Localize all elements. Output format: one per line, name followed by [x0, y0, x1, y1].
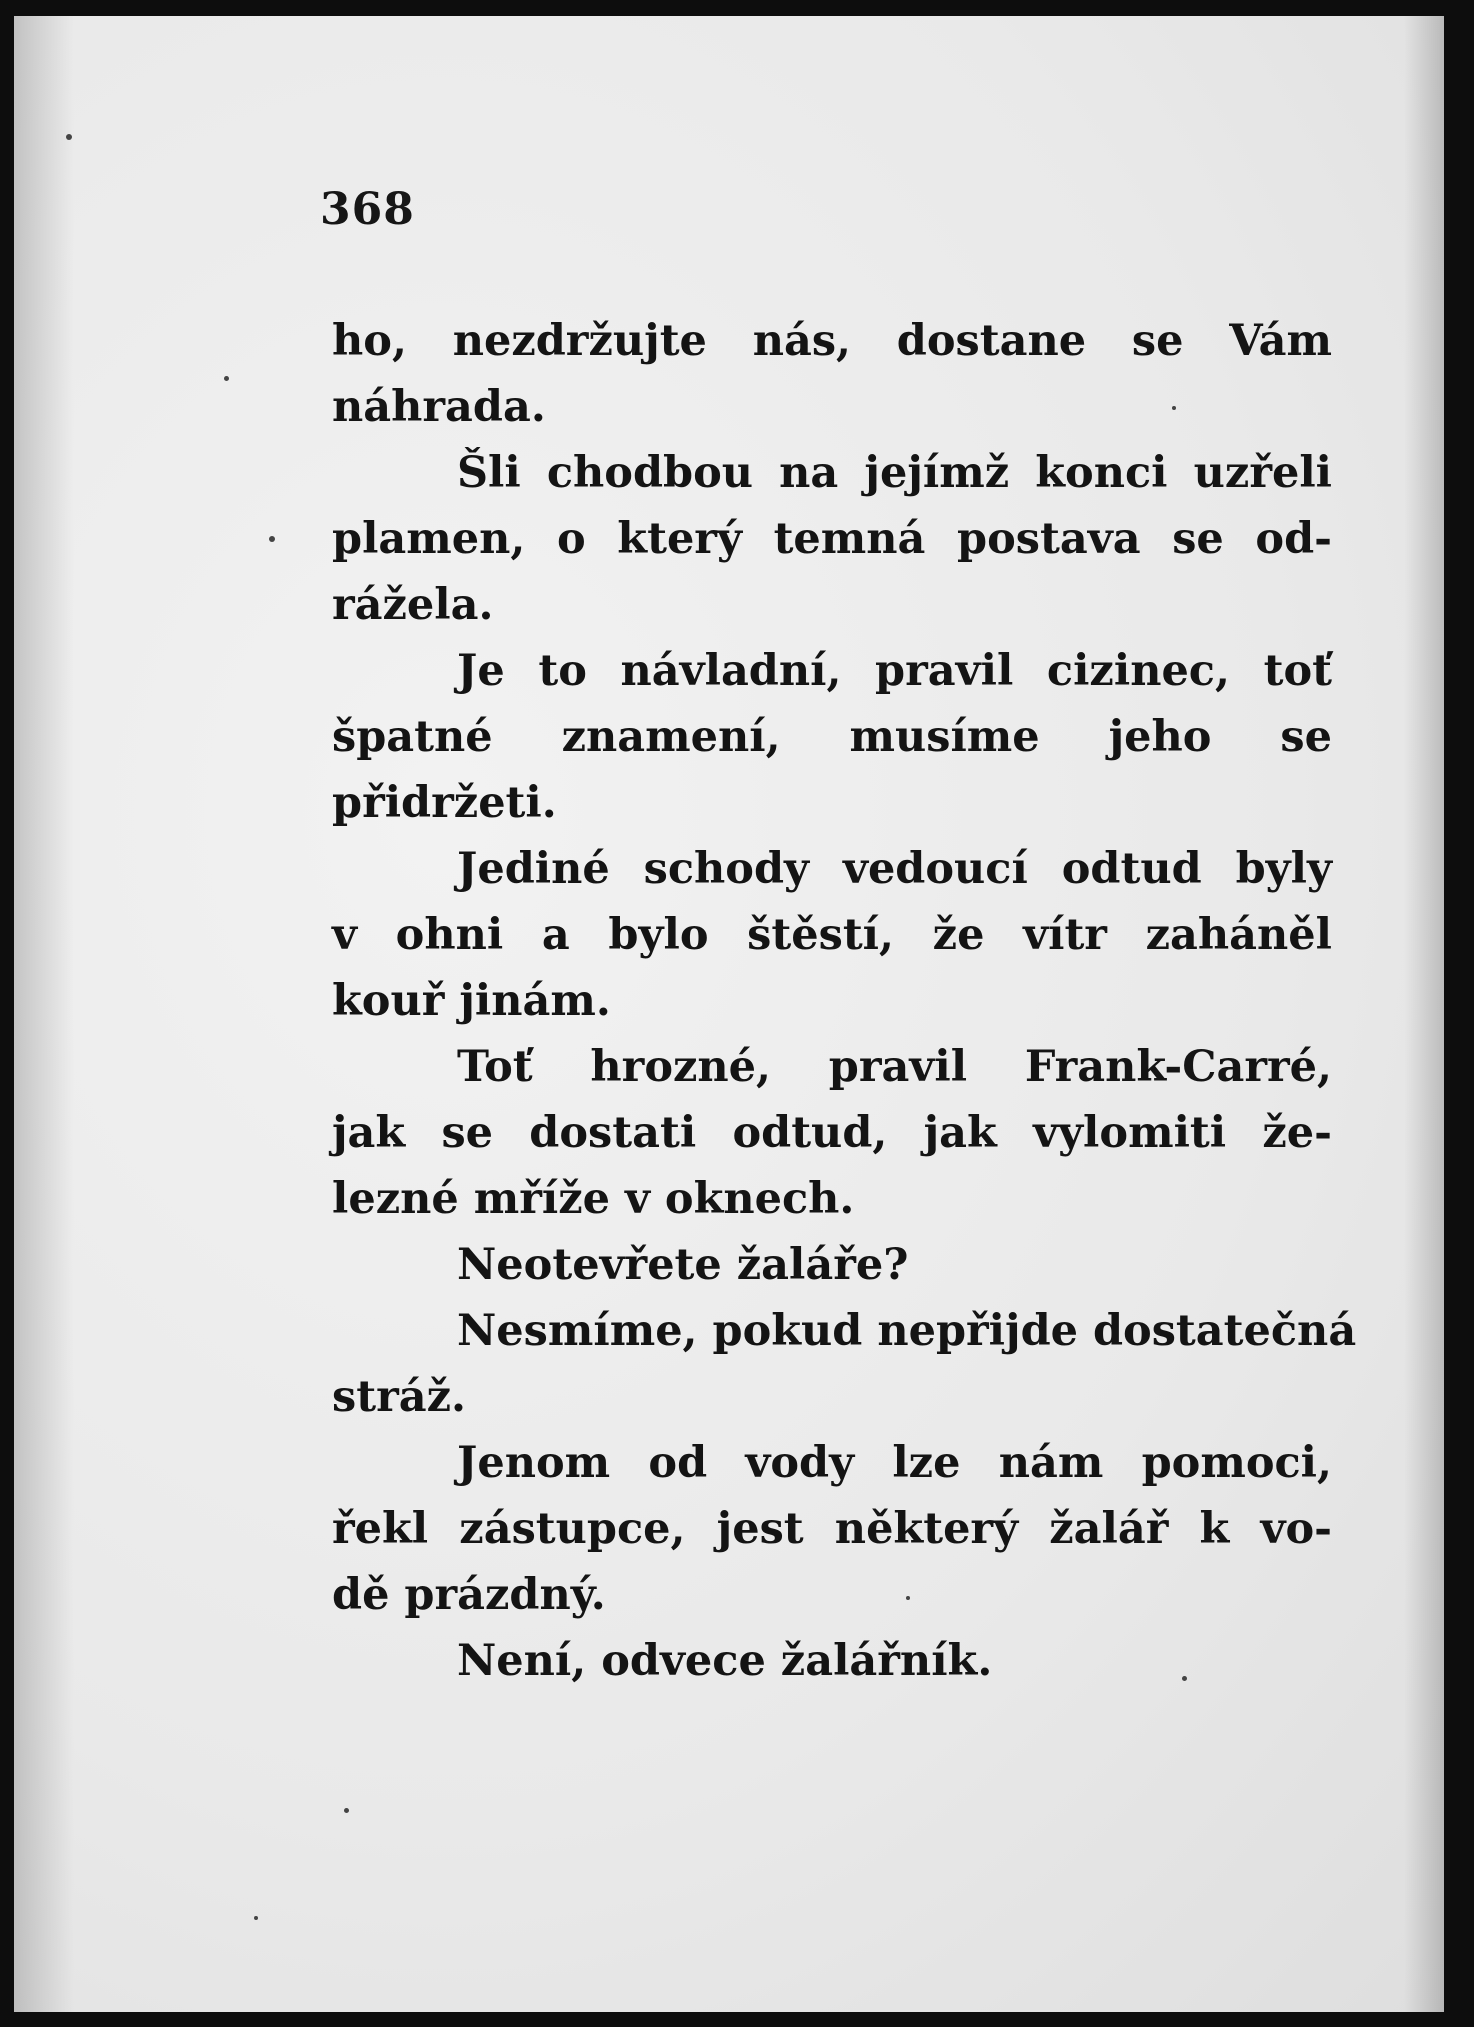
page-number: 368: [320, 184, 415, 235]
paragraph: [332, 440, 1332, 638]
text-line: dě prázdný.: [332, 1570, 606, 1620]
text-line: přidržeti.: [332, 778, 557, 828]
text-line: jak se dostati odtud, jak vylomiti že-: [332, 1108, 1332, 1158]
paper-speck: [906, 1596, 910, 1600]
paragraph: [332, 836, 1332, 1034]
book-page: [14, 16, 1444, 2012]
text-line: špatné znamení, musíme jeho se: [332, 712, 1332, 762]
text-line: náhrada.: [332, 382, 546, 432]
text-line: Není, odvece žalářník.: [457, 1636, 993, 1686]
paragraph: [332, 1628, 1332, 1694]
paper-speck: [66, 134, 72, 140]
text-line: řekl zástupce, jest některý žalář k vo-: [332, 1504, 1332, 1554]
paragraph: [332, 1232, 1332, 1298]
text-line: lezné mříže v oknech.: [332, 1174, 855, 1224]
text-line: Šli chodbou na jejímž konci uzřeli: [457, 448, 1332, 498]
text-line: stráž.: [332, 1372, 466, 1422]
text-line: Je to návladní, pravil cizinec, toť: [457, 646, 1332, 696]
text-line: ho, nezdržujte nás, dostane se Vám: [332, 316, 1332, 366]
paper-speck: [269, 536, 275, 542]
paper-speck: [1182, 1676, 1187, 1681]
paragraph: [332, 308, 1332, 440]
text-line: Nesmíme, pokud nepřijde dostatečná: [457, 1306, 1357, 1356]
paragraph: [332, 1298, 1357, 1430]
text-line: Jediné schody vedoucí odtud byly: [457, 844, 1332, 894]
text-line: v ohni a bylo štěstí, že vítr zaháněl: [332, 910, 1332, 960]
text-line: kouř jinám.: [332, 976, 611, 1026]
text-line: rážela.: [332, 580, 494, 630]
paragraph: [332, 1034, 1332, 1232]
paper-speck: [224, 376, 229, 381]
text-line: Neotevřete žaláře?: [457, 1240, 909, 1290]
page-text: [332, 308, 1357, 1694]
paper-speck: [344, 1808, 349, 1813]
text-line: Toť hrozné, pravil Frank-Carré,: [457, 1042, 1332, 1092]
text-line: plamen, o který temná postava se od-: [332, 514, 1332, 564]
text-line: Jenom od vody lze nám pomoci,: [457, 1438, 1332, 1488]
paper-speck: [254, 1916, 258, 1920]
paragraph: [332, 1430, 1332, 1628]
paragraph: [332, 638, 1332, 836]
paper-speck: [1172, 406, 1176, 410]
